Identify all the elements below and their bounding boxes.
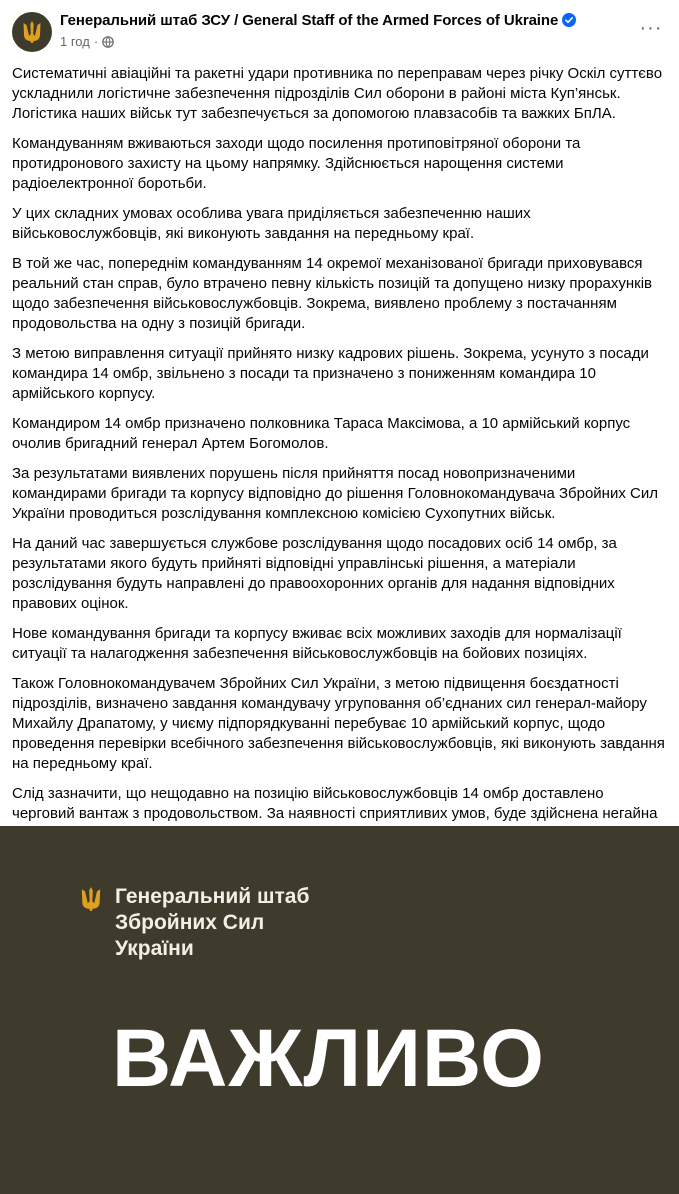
banner-org-line: Генеральний штаб (115, 885, 310, 908)
post-body (12, 64, 670, 854)
trident-icon (22, 20, 42, 44)
post-timestamp[interactable]: 1 год (60, 34, 90, 49)
more-options-button[interactable] (637, 14, 665, 42)
post-header (0, 0, 679, 62)
page-avatar[interactable] (12, 12, 52, 52)
banner-org-line: Збройних Сил (115, 911, 265, 934)
post-paragraph: На даний час завершується службове розслідування щодо посадових осіб 14 омбр, за результатами якого будуть прийняті відповідні управлінські рішення, а матеріали розслідування будуть направлені до правоохоронних органів для надання відповідних правових оцінок. (12, 535, 617, 612)
globe-icon (102, 36, 114, 48)
banner-org-line: України (115, 937, 194, 960)
post-paragraph: Командуванням вживаються заходи щодо посилення протиповітряної оборони та протидронового захисту на цьому напрямку. Здійснюється нарощення системи радіоелектронної боротьби. (12, 135, 581, 192)
banner-organization (115, 884, 309, 962)
post-paragraph: У цих складних умовах особлива увага приділяється забезпеченню наших військовослужбовців, які виконують завдання на передньому краї. (12, 205, 531, 242)
page-name-link[interactable] (60, 12, 576, 29)
post-meta (60, 34, 114, 49)
post-paragraph: Нове командування бригади та корпусу вживає всіх можливих заходів для нормалізації ситуації та налагодження забезпечення військовослужбовців на бойових позиціях. (12, 625, 622, 662)
post-paragraph: Слід зазначити, що нещодавно на позицію військовослужбовців 14 омбр доставлено черговий вантаж з продовольством. За наявності сприятливих умов, буде здійснена негайна (12, 785, 658, 822)
more-options-icon: ··· (639, 16, 663, 39)
post-paragraph: За результатами виявлених порушень після прийняття посад новопризначеними командирами бригади та корпусу відповідно до рішення Головнокомандувача Збройних Сил України проводиться розслідування комплексною комісією Сухопутних військ. (12, 465, 658, 522)
post-paragraph: Також Головнокомандувачем Збройних Сил України, з метою підвищення боєздатності підрозділів, визначено завдання командувачу угруповання об’єднаних сил генерал-майору Михайлу Драпатому, у чиєму підпорядкуванні перебуває 10 армійський корпус, щодо проведення перевірки всебічного забезпечення військовослужбовців, які виконують завдання на передньому краї. (12, 675, 665, 772)
post-image[interactable] (0, 826, 679, 1194)
banner-title: ВАЖЛИВО (112, 1013, 545, 1104)
page-name[interactable]: Генеральний штаб ЗСУ / General Staff of the Armed Forces of Ukraine (60, 12, 559, 29)
post-paragraph: Командиром 14 омбр призначено полковника Тараса Максімова, а 10 армійський корпус очолив бригадний генерал Артем Богомолов. (12, 415, 631, 452)
verified-badge-icon (562, 13, 576, 27)
meta-separator: · (93, 34, 99, 49)
post-paragraph: В той же час, попереднім командуванням 14 окремої механізованої бригади приховувався реальний стан справ, було втрачено певну кількість позицій та допущено низку прорахунків щодо забезпечення військовослужбовців. Зокрема, виявлено проблему з постачанням продовольства на одну з позицій бригади. (12, 255, 653, 332)
post-paragraph: З метою виправлення ситуації прийнято низку кадрових рішень. Зокрема, усунуто з посади командира 14 омбр, звільнено з посади та призначено з пониженням командира 10 армійського корпусу. (12, 345, 649, 402)
post-paragraph: Систематичні авіаційні та ракетні удари противника по переправам через річку Оскіл суттєво ускладнили логістичне забезпечення підрозділів Сил оборони в районі міста Куп’янськ. Логістика наших військ тут забезпечується за допомогою плавзасобів та важких БпЛА. (12, 65, 663, 122)
trident-logo-icon (80, 886, 102, 912)
